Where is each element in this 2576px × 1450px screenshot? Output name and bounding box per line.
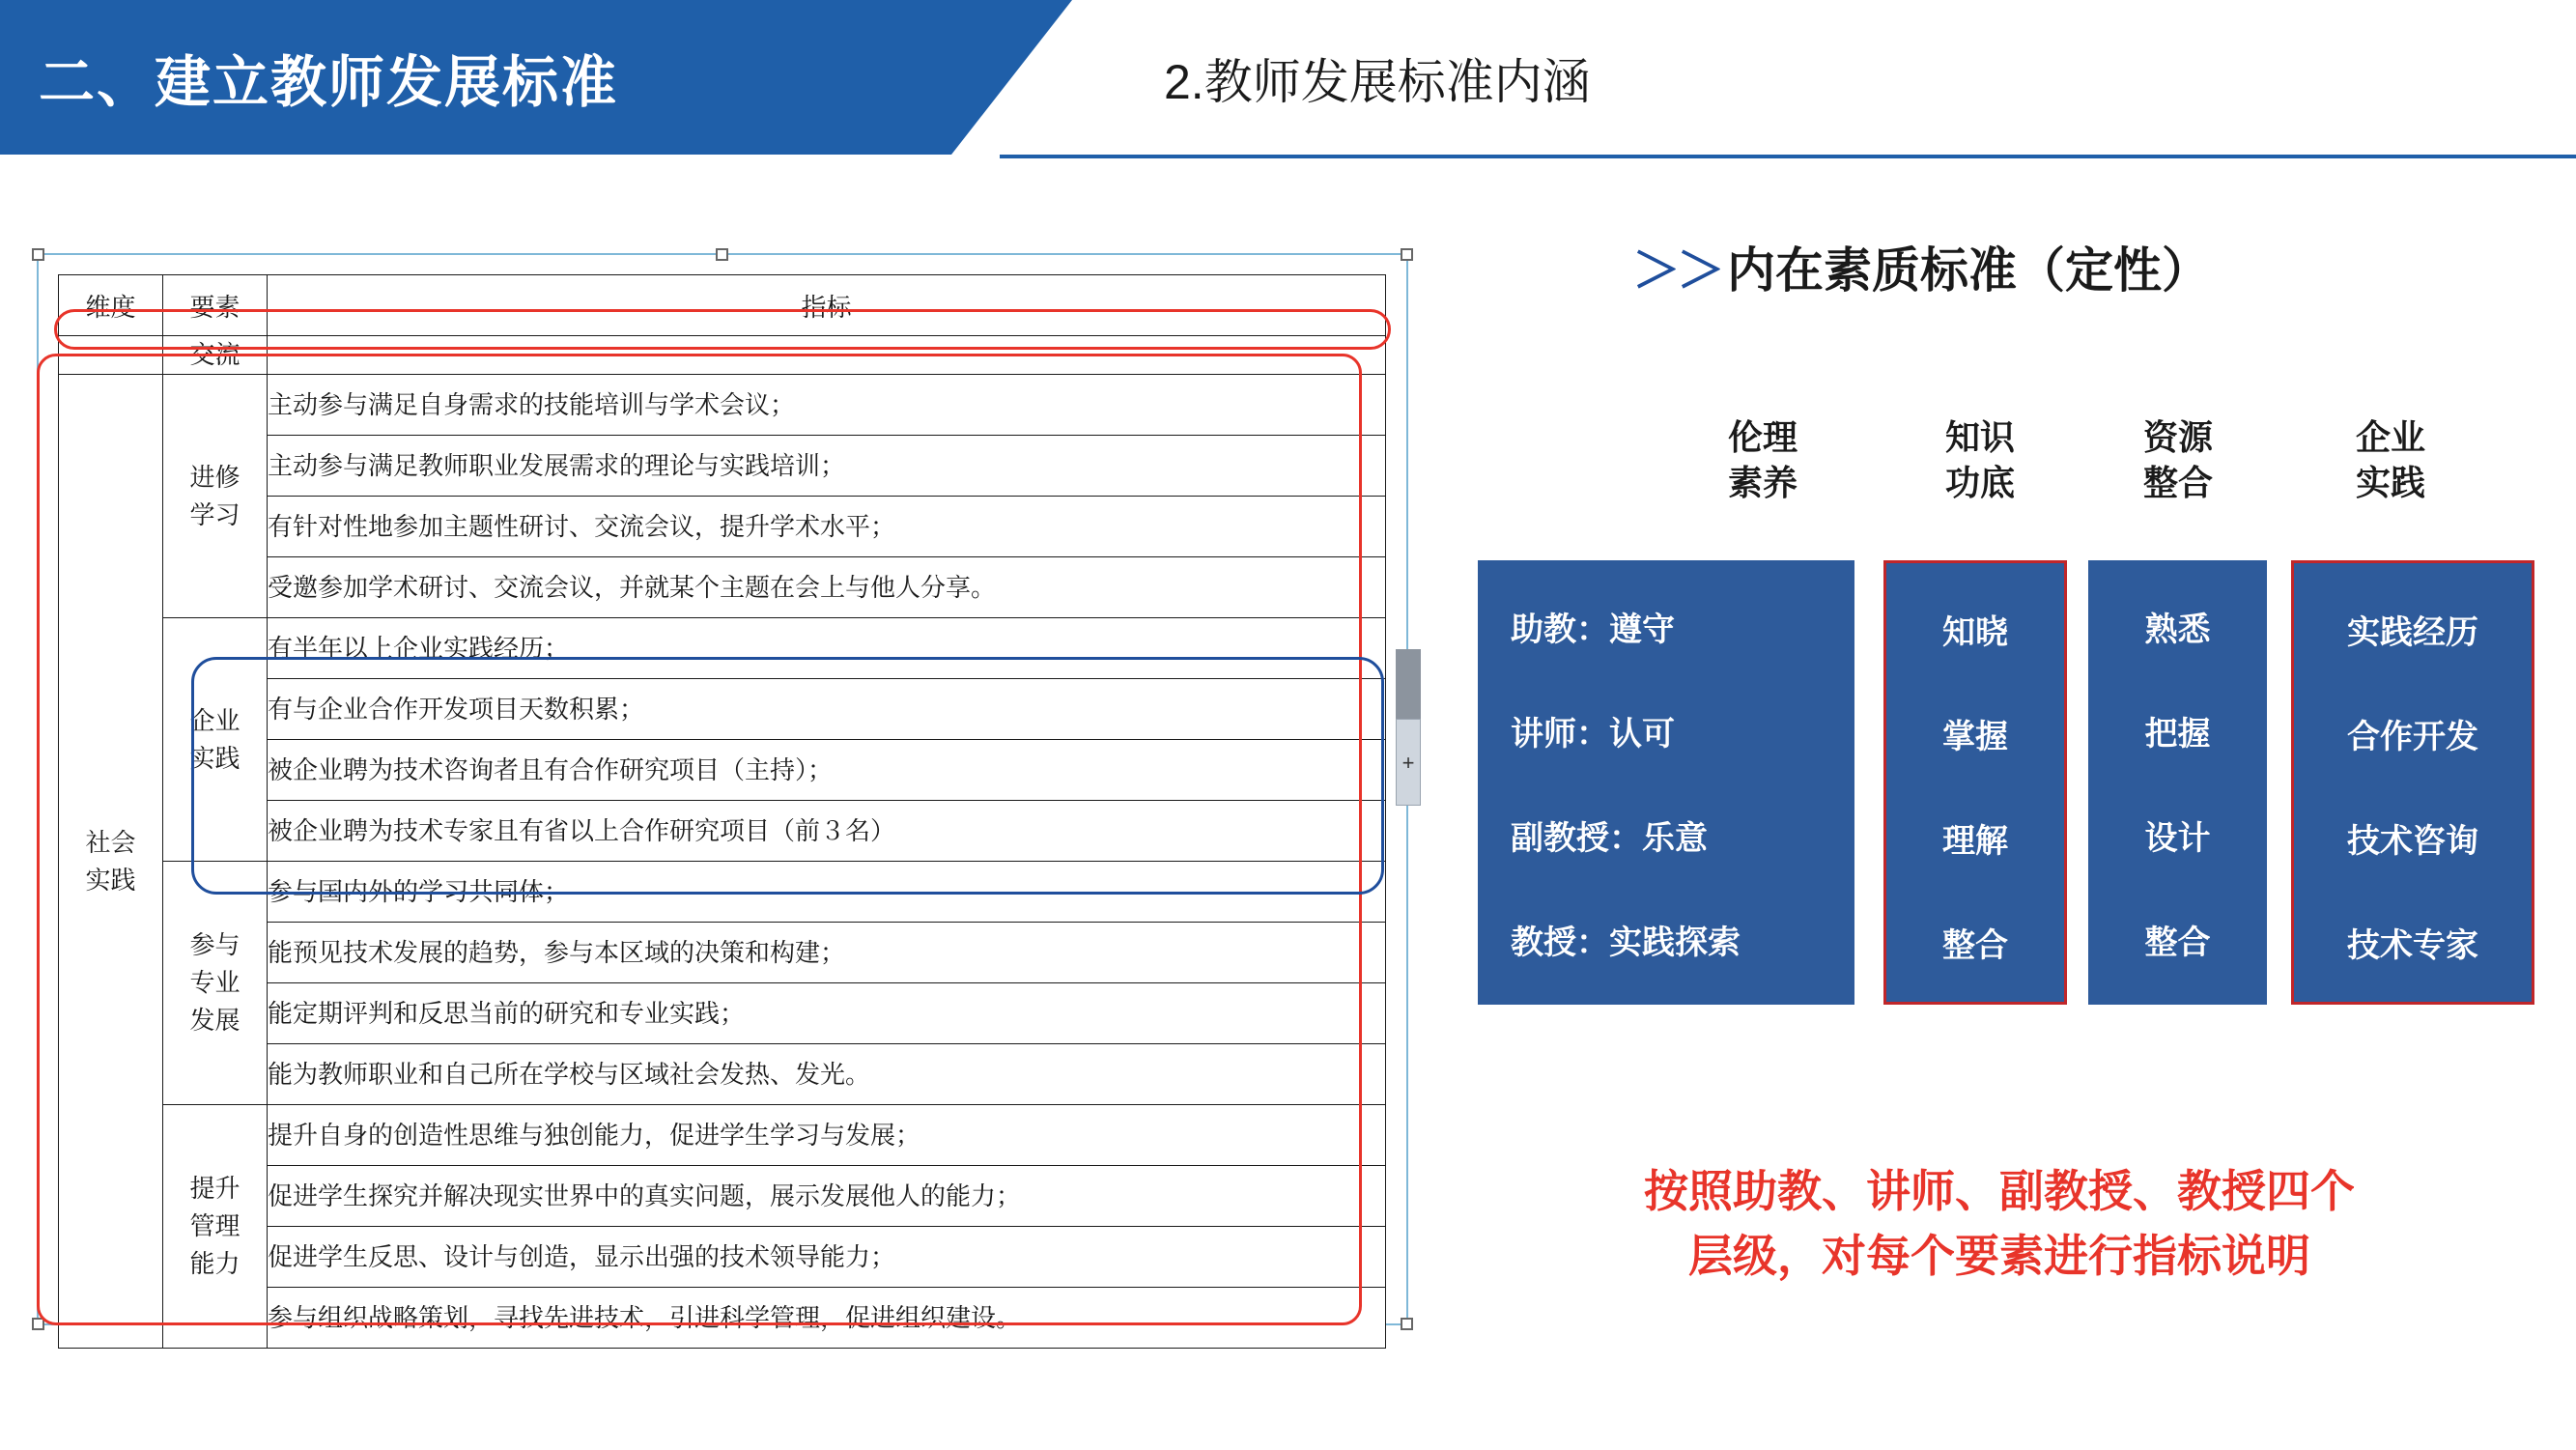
footer-note-line-1: 按照助教、讲师、副教授、教授四个 xyxy=(1644,1166,2355,1216)
indicator-cell: 有针对性地参加主题性研讨、交流会议，提升学术水平； xyxy=(268,497,1386,557)
header-cell-dimension: 维度 xyxy=(59,275,163,336)
column-header-enterprise: 企业 实践 xyxy=(2355,417,2425,502)
matrix-cell: 教授：实践探索 xyxy=(1511,924,1741,961)
element-cell-3: 提升 管理 能力 xyxy=(163,1105,268,1349)
indicator-cell: 参与国内外的学习共同体； xyxy=(268,862,1386,923)
table-row xyxy=(59,375,1386,436)
indicator-cell: 主动参与满足自身需求的技能培训与学术会议； xyxy=(268,375,1386,436)
indicator-cell: 促进学生反思、设计与创造，显示出强的技术领导能力； xyxy=(268,1227,1386,1288)
indicator-cell: 促进学生探究并解决现实世界中的真实问题，展示发展他人的能力； xyxy=(268,1166,1386,1227)
indicator-cell: 参与组织战略策划，寻找先进技术，引进科学管理，促进组织建设。 xyxy=(268,1288,1386,1349)
indicator-cell: 被企业聘为技术咨询者且有合作研究项目（主持）； xyxy=(268,740,1386,801)
matrix-cell: 讲师：认可 xyxy=(1511,716,1675,753)
matrix-cell: 把握 xyxy=(2144,716,2211,753)
footer-note-line-2: 层级，对每个要素进行指标说明 xyxy=(1688,1230,2310,1281)
slide-header xyxy=(0,0,2576,155)
matrix-cell: 整合 xyxy=(1942,927,2008,964)
matrix-cell: 知晓 xyxy=(1942,614,2008,651)
page-subtitle: 2.教师发展标准内涵 xyxy=(1164,55,1591,109)
page-title: 二、建立教师发展标准 xyxy=(39,51,619,114)
dimension-cell-partial xyxy=(59,336,163,375)
matrix-column-knowledge xyxy=(1883,560,2067,1005)
resize-handle-bottom-right[interactable] xyxy=(1401,1318,1413,1330)
column-header-knowledge: 知识 功底 xyxy=(1944,417,2015,502)
matrix-cell: 技术咨询 xyxy=(2347,823,2478,860)
footer-note xyxy=(1458,1159,2540,1288)
matrix-column-resource xyxy=(2088,560,2267,1005)
resize-handle-top-middle[interactable] xyxy=(716,248,728,261)
indicator-cell: 受邀参加学术研讨、交流会议，并就某个主题在会上与他人分享。 xyxy=(268,557,1386,618)
dimension-cell-social-practice: 社会 实践 xyxy=(59,375,163,1349)
header-cell-indicator: 指标 xyxy=(268,275,1386,336)
indicator-cell: 提升自身的创造性思维与独创能力，促进学生学习与发展； xyxy=(268,1105,1386,1166)
expand-plus-icon[interactable]: + xyxy=(1396,719,1421,806)
right-panel-title-text: 内在素质标准（定性） xyxy=(1727,243,2210,298)
table-row xyxy=(59,1105,1386,1166)
table-header-row xyxy=(59,275,1386,336)
scrollbar-thumb[interactable] xyxy=(1396,649,1421,719)
resize-handle-top-right[interactable] xyxy=(1401,248,1413,261)
resize-handle-top-left[interactable] xyxy=(32,248,44,261)
element-cell-partial: 交流 xyxy=(163,336,268,375)
indicator-cell: 能定期评判和反思当前的研究和专业实践； xyxy=(268,983,1386,1044)
matrix-cell: 熟悉 xyxy=(2144,611,2211,648)
matrix-blocks xyxy=(1458,560,2540,1024)
indicator-cell: 有半年以上企业实践经历； xyxy=(268,618,1386,679)
element-cell-1: 企业 实践 xyxy=(163,618,268,862)
matrix-cell: 实践经历 xyxy=(2347,614,2478,651)
column-header-resource: 资源 整合 xyxy=(2142,417,2213,502)
resize-handle-bottom-left[interactable] xyxy=(32,1318,44,1330)
indicator-cell: 有与企业合作开发项目天数积累； xyxy=(268,679,1386,740)
indicator-cell: 被企业聘为技术专家且有省以上合作研究项目（前３名） xyxy=(268,801,1386,862)
matrix-cell: 掌握 xyxy=(1942,719,2008,755)
table-row-partial xyxy=(59,336,1386,375)
matrix-cell: 整合 xyxy=(2144,924,2211,961)
indicator-cell: 能为教师职业和自己所在学校与区域社会发热、发光。 xyxy=(268,1044,1386,1105)
matrix-cell: 技术专家 xyxy=(2347,927,2478,964)
matrix-cell: 理解 xyxy=(1942,823,2008,860)
matrix-cell: 合作开发 xyxy=(2347,719,2478,755)
teacher-standards-table xyxy=(58,274,1386,1349)
right-panel-title xyxy=(1632,232,2210,301)
standards-table-container[interactable] xyxy=(37,253,1415,1332)
indicator-cell-partial xyxy=(268,336,1386,375)
matrix-cell: 副教授：乐意 xyxy=(1511,820,1708,857)
matrix-column-ethics xyxy=(1478,560,1854,1005)
matrix-cell: 助教：遵守 xyxy=(1511,611,1675,648)
element-cell-0: 进修 学习 xyxy=(163,375,268,618)
element-cell-2: 参与 专业 发展 xyxy=(163,862,268,1105)
indicator-cell: 主动参与满足教师职业发展需求的理论与实践培训； xyxy=(268,436,1386,497)
table-row xyxy=(59,618,1386,679)
header-cell-element: 要素 xyxy=(163,275,268,336)
double-chevron-icon: ＞＞ xyxy=(1632,243,1721,298)
table-row xyxy=(59,862,1386,923)
header-divider xyxy=(1000,155,2576,158)
matrix-cell: 设计 xyxy=(2144,820,2211,857)
column-header-ethics: 伦理 素养 xyxy=(1727,417,1798,502)
matrix-column-headers xyxy=(1458,415,2531,531)
matrix-column-enterprise xyxy=(2291,560,2534,1005)
indicator-cell: 能预见技术发展的趋势，参与本区域的决策和构建； xyxy=(268,923,1386,983)
